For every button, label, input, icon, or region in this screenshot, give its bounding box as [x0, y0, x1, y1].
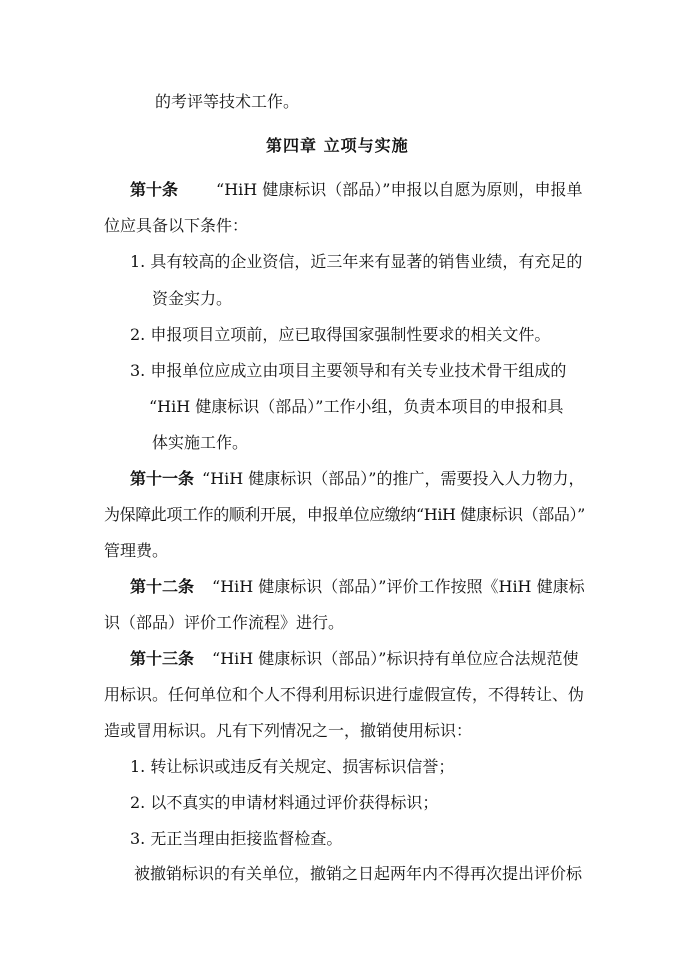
article-13-item-3	[130, 821, 342, 858]
article-11-text: “HiH 健康标识（部品）”的推广，需要投入人力物力，	[202, 469, 585, 488]
article-12-text: “HiH 健康标识（部品）”评价工作按照《HiH 健康标	[212, 577, 585, 596]
item-number: 1.	[130, 757, 146, 776]
item-number: 2.	[130, 793, 146, 812]
article-12	[130, 569, 585, 606]
article-10-item-1	[130, 244, 582, 281]
article-10-item-2	[130, 317, 550, 354]
item-number: 3.	[130, 829, 146, 848]
item-text: 转让标识或违反有关规定、损害标识信誉；	[150, 757, 455, 776]
article-10-item-1-cont: 资金实力。	[152, 289, 233, 308]
item-number: 2.	[130, 325, 146, 344]
item-number: 3.	[130, 361, 146, 380]
article-10-text-cont: 位应具备以下条件：	[104, 216, 249, 235]
item-text: 无正当理由拒接监督检查。	[150, 829, 343, 848]
chapter-title: 第四章 立项与实施	[266, 136, 409, 155]
article-13-text-cont2: 造或冒用标识。凡有下列情况之一，撤销使用标识：	[104, 721, 473, 740]
item-text: 以不真实的申请材料通过评价获得标识；	[150, 793, 439, 812]
article-11-text-cont2: 管理费。	[104, 541, 169, 560]
article-13-text: “HiH 健康标识（部品）”标识持有单位应合法规范使	[212, 649, 579, 668]
article-13-item-2	[130, 785, 438, 822]
article-10-item-3-cont1: “HiH 健康标识（部品）”工作小组，负责本项目的申报和具	[149, 397, 564, 416]
closing-paragraph: 被撤销标识的有关单位，撤销之日起两年内不得再次提出评价标	[134, 864, 583, 883]
article-13-label: 第十三条	[130, 649, 195, 668]
item-text: 申报项目立项前，应已取得国家强制性要求的相关文件。	[150, 325, 551, 344]
article-11-text-cont1: 为保障此项工作的顺利开展，申报单位应缴纳“HiH 健康标识（部品）”	[104, 505, 585, 524]
article-11	[130, 461, 585, 498]
article-10-text: “HiH 健康标识（部品）”申报以自愿为原则，申报单	[216, 180, 583, 199]
article-11-label: 第十一条	[130, 469, 195, 488]
article-12-text-cont: 识（部品）评价工作流程》进行。	[104, 613, 345, 632]
item-number: 1.	[130, 252, 146, 271]
article-13	[130, 641, 579, 678]
article-13-item-1	[130, 749, 454, 786]
item-text: 申报单位应成立由项目主要领导和有关专业技术骨干组成的	[150, 361, 567, 380]
article-10-item-3-cont2: 体实施工作。	[152, 433, 249, 452]
article-12-label: 第十二条	[130, 577, 195, 596]
item-text: 具有较高的企业资信，近三年来有显著的销售业绩，有充足的	[150, 252, 583, 271]
article-13-text-cont1: 用标识。任何单位和个人不得利用标识进行虚假宣传，不得转让、伪	[104, 685, 585, 704]
article-10-label: 第十条	[130, 180, 179, 199]
continuation-line: 的考评等技术工作。	[155, 92, 300, 111]
article-10	[130, 172, 583, 209]
article-10-item-3	[130, 353, 566, 390]
